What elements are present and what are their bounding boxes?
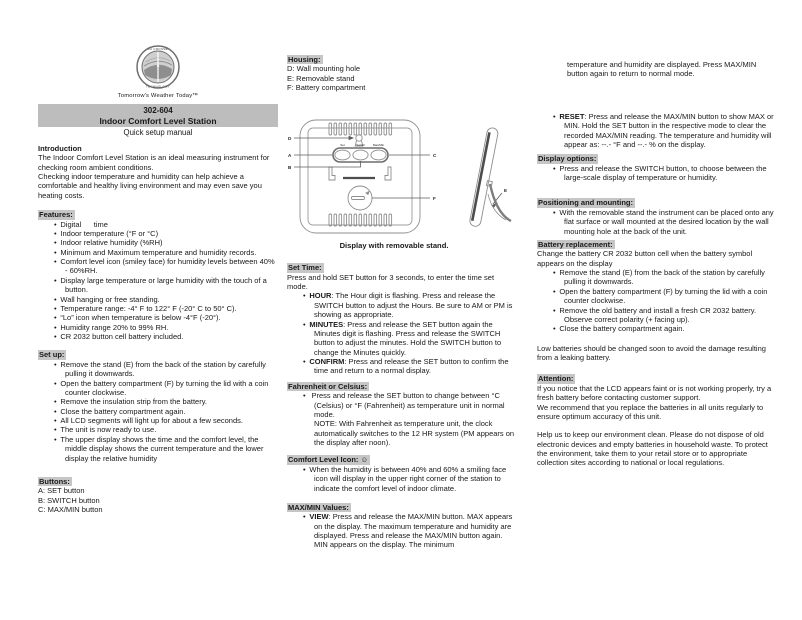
list-item: • Remove the stand (E) from the back of the station by carefully pulling it downwards.: [38, 360, 278, 379]
diagram-label-f: F: [433, 195, 436, 201]
step-lead: CONFIRM: [309, 357, 345, 367]
reset-list: [537, 112, 775, 150]
middle-column: [287, 55, 515, 550]
list-item: • All LCD segments will light up for about a few seconds.: [38, 416, 278, 425]
setup-heading: Set up:: [39, 350, 65, 360]
step-lead: VIEW: [309, 512, 329, 522]
section-attention: [537, 374, 775, 421]
brand-tagline: Tomorrow's Weather Today™: [117, 93, 199, 100]
attention-paragraph: If you notice that the LCD appears faint or is not working properly, try a fresh battery before contacting customer support.: [537, 383, 772, 403]
battery-intro: Change the battery CR 2032 button cell when the battery symbol appears on the display: [537, 249, 753, 268]
step-lead: MINUTES: [309, 319, 344, 329]
hook-cutout-left: [329, 167, 335, 180]
list-item: • Remove the stand (E) from the back of the station by carefully pulling it downwards.: [537, 268, 775, 287]
battery-list: [537, 268, 775, 334]
positioning-list: [537, 208, 775, 236]
list-item: [287, 357, 515, 376]
brand-logo: [38, 44, 278, 92]
list-item: • Remove the old battery and install a fresh CR 2032 battery. Observe correct polarity (+ facing up).: [537, 306, 775, 325]
button-legend-line: C: MAX/MIN button: [38, 505, 103, 515]
comfort-list: [287, 465, 515, 493]
battery-heading: Battery replacement:: [538, 239, 613, 249]
product-name: Indoor Comfort Level Station: [99, 115, 217, 126]
battery-compartment: [348, 186, 372, 210]
maxmin-list: [287, 512, 515, 550]
list-item: [287, 391, 515, 447]
list-item: • “Lo” icon when temperature is below -4°F (-20°).: [38, 313, 278, 322]
list-item: • Humidity range 20% to 99% RH.: [38, 323, 278, 332]
list-item: • Wall hanging or free standing.: [38, 295, 278, 304]
introduction-paragraph: Checking indoor temperature and humidity can help achieve a comfortable and healthy living environment and may even save you heating costs.: [38, 172, 262, 200]
section-battery-replacement: [537, 240, 775, 363]
housing-legend-line: F: Battery compartment: [287, 83, 366, 93]
diagram-label-a: A: [288, 152, 292, 158]
battery-warning: Low batteries should be changed soon to avoid the damage resulting from a leaking battery.: [537, 343, 766, 362]
list-item: • Display large temperature or large humidity with the touch of a button.: [38, 276, 278, 295]
list-item: • CR 2032 button cell battery included.: [38, 332, 278, 341]
list-item: [287, 512, 515, 550]
step-text: : Press and release the MAX/MIN button to show MAX or MIN. Hold the SET button in the respective mode to clear the recorded MAX/MIN reading. The temperature and humidity will appear as: --.- °F and --.- % on the display.: [564, 111, 774, 149]
logo-ring-text-top: LA CROSSE: [148, 47, 168, 52]
set-button-label: Set: [340, 142, 345, 147]
attention-paragraph: We recommend that you replace the batteries in all units regularly to ensure optimum accuracy of this unit.: [537, 402, 764, 421]
list-item: • Digital time: [38, 220, 278, 229]
button-legend-line: B: SWITCH button: [38, 495, 100, 505]
list-item: • The upper display shows the time and the comfort level, the middle display shows the current temperature and the lower display the relative humidity: [38, 435, 278, 463]
step-lead: HOUR: [309, 291, 332, 301]
list-item: • Minimum and Maximum temperature and humidity records.: [38, 248, 278, 257]
set-button: [335, 150, 350, 160]
left-column: [38, 44, 278, 514]
switch-button-label: Switch: [356, 142, 365, 147]
section-positioning: [537, 198, 775, 236]
set-time-list: [287, 291, 515, 375]
list-item: • Press and release the SWITCH button, to choose between the large-scale display of temperature or humidity.: [537, 164, 775, 183]
section-fahrenheit-celsius: [287, 382, 515, 448]
introduction-heading: Introduction: [38, 143, 82, 153]
section-set-time: [287, 263, 515, 376]
diagram-label-c: C: [433, 152, 437, 158]
step-text: : The Hour digit is flashing. Press and release the SWITCH button to adjust the Hours. Be sure to AM or PM is showing as appropriate.: [314, 291, 513, 320]
vent-slots-top: [329, 123, 392, 135]
environment-paragraph: Help us to keep our environment clean. Please do not dispose of old electronic devices and empty batteries in household waste. To protect the environment, take them to your retail store or to appropriate collection sites according to national or local regulations.: [537, 430, 768, 468]
maxmin-heading: MAX/MIN Values:: [288, 502, 349, 512]
diagram-label-b: B: [288, 164, 292, 170]
display-options-list: [537, 164, 775, 183]
attention-heading: Attention:: [538, 374, 574, 384]
set-time-heading: Set Time:: [288, 263, 322, 273]
list-item: • Indoor relative humidity (%RH): [38, 238, 278, 247]
switch-button: [353, 150, 368, 160]
housing-heading: Housing:: [288, 55, 321, 64]
introduction-paragraph: The Indoor Comfort Level Station is an ideal measuring instrument for checking room ambient conditions.: [38, 153, 270, 172]
setup-list: [38, 360, 278, 463]
diagram-caption: Display with removable stand.: [339, 240, 449, 250]
list-item: • Open the battery compartment (F) by turning the lid with a coin counter clockwise.: [537, 287, 775, 306]
list-item: • Temperature range: -4° F to 122° F (-20° C to 50° C).: [38, 304, 278, 313]
device-back-and-side-view: [287, 119, 519, 237]
maxmin-button: [371, 150, 386, 160]
device-side-view: [469, 127, 499, 227]
note-text: NOTE: With Fahrenheit as temperature unit, the clock automatically switches to the 12 HR system (PM appears on the display after noon).: [314, 419, 515, 448]
step-text: : Press and release the MAX/MIN button. MAX appears on the display. The maximum temperature and humidity are displayed. Press and release the MAX/MIN button again. MIN appears on the display. The minimum: [314, 512, 513, 550]
list-item: [287, 320, 515, 358]
manual-subtitle: Quick setup manual: [123, 128, 193, 138]
right-column: [537, 60, 775, 468]
device-outline: [300, 120, 420, 233]
comfort-level-heading: Comfort Level Icon: ☺: [288, 455, 369, 465]
list-item: • Indoor temperature (°F or °C): [38, 229, 278, 238]
section-comfort-level: [287, 455, 515, 493]
removable-stand: [486, 180, 511, 220]
model-number: 302-604: [143, 105, 173, 115]
step-lead: RESET: [559, 111, 585, 121]
list-item: • Comfort level icon (smiley face) for humidity levels between 40% - 60%RH.: [38, 257, 278, 276]
section-buttons: [38, 477, 278, 515]
housing-legend-line: E: Removable stand: [287, 73, 355, 83]
maxmin-button-label: Max/Min: [372, 142, 385, 147]
list-item: [287, 291, 515, 319]
fahrenheit-list: [287, 391, 515, 447]
features-list: [38, 220, 278, 342]
section-setup: [38, 350, 278, 463]
maxmin-continuation: temperature and humidity are displayed. Press MAX/MIN button again to return to normal mode.: [567, 60, 757, 79]
callout-lines: [294, 136, 502, 207]
list-item: [537, 112, 775, 150]
diagram-label-d: D: [288, 135, 292, 141]
step-text: : Press and release the SET button to confirm the time and return to a normal display.: [314, 357, 509, 376]
list-item: • With the removable stand the instrument can be placed onto any flat surface or wall mounted at the desired location by the wall mounting hole at the back of the unit.: [537, 208, 775, 236]
display-options-heading: Display options:: [538, 154, 597, 164]
housing-legend-line: D: Wall mounting hole: [287, 64, 361, 74]
positioning-heading: Positioning and mounting:: [538, 198, 633, 208]
fahrenheit-heading: Fahrenheit or Celsius:: [288, 381, 368, 391]
logo-ring-text-bottom: TECHNOLOGY: [145, 84, 171, 89]
hook-cutout-right: [385, 167, 391, 180]
title-bar: [38, 104, 278, 128]
section-maxmin-values: [287, 503, 515, 550]
section-features: [38, 210, 278, 341]
section-housing: [287, 55, 515, 93]
list-item: • Close the battery compartment again.: [38, 407, 278, 416]
section-display-options: [537, 154, 775, 182]
set-time-intro: Press and hold SET button for 3 seconds, to enter the time set mode.: [287, 272, 495, 292]
buttons-heading: Buttons:: [39, 476, 70, 486]
list-item: • When the humidity is between 40% and 60% a smiling face icon will display in the upper right corner of the station to indicate the comfort level of indoor climate.: [287, 465, 515, 493]
list-item: • Remove the insulation strip from the battery.: [38, 397, 278, 406]
step-text: Press and release the SET button to change between °C (Celsius) or °F (Fahrenheit) as temperature unit in normal mode.: [311, 391, 505, 419]
list-item: • Close the battery compartment again.: [537, 324, 775, 333]
step-text: : Press and release the SET button again the Minutes digit is flashing. Press and release the SWITCH button to adjust the minutes. Hold the SWITCH button to change the Minutes quickly.: [314, 319, 502, 357]
list-item: • The unit is now ready to use.: [38, 425, 278, 434]
la-crosse-logo-icon: [135, 44, 181, 90]
vent-slots-bottom: [329, 214, 392, 226]
list-item: • Open the battery compartment (F) by turning the lid with a coin counter clockwise.: [38, 379, 278, 398]
device-diagram: [287, 119, 515, 251]
features-heading: Features:: [39, 210, 73, 220]
button-legend-line: A: SET button: [38, 486, 85, 496]
section-introduction: [38, 144, 278, 200]
diagram-label-e: E: [504, 187, 508, 193]
